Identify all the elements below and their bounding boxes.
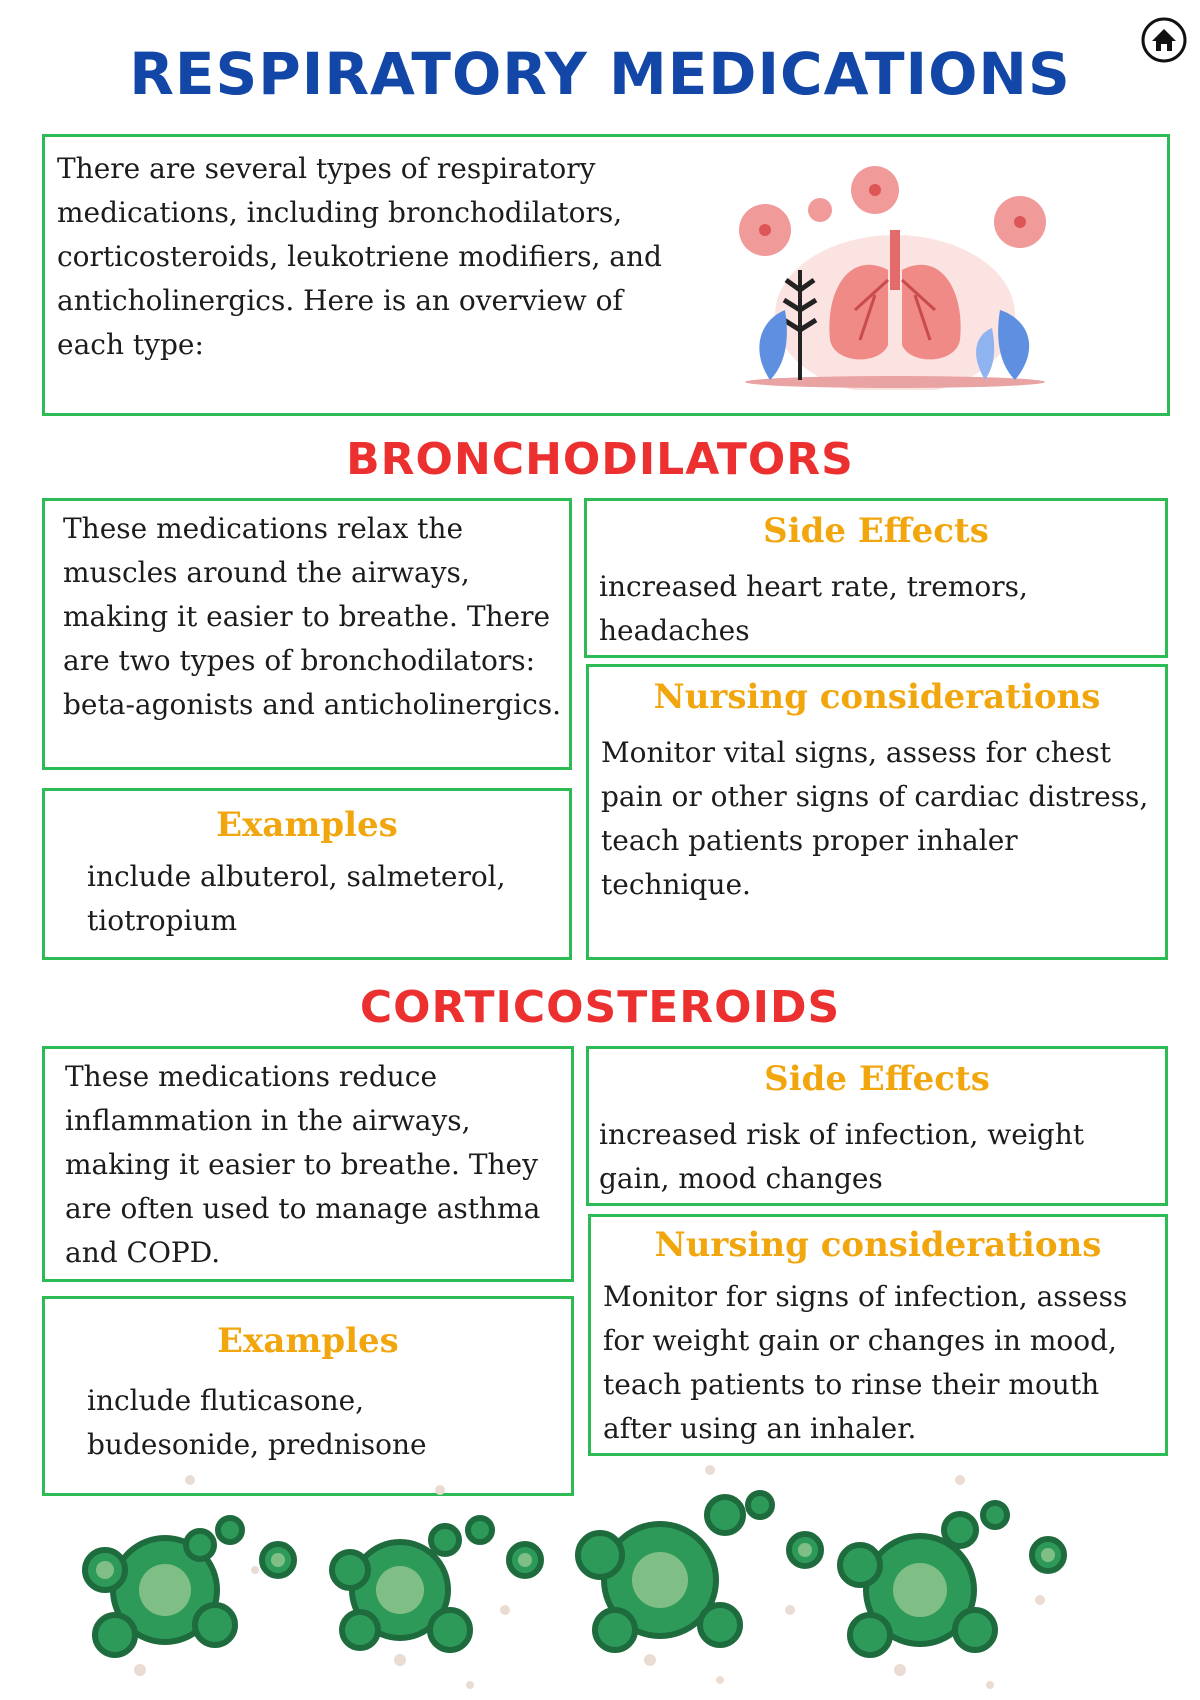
lungs-with-virus-illustration — [730, 150, 1060, 390]
nursing-heading: Nursing considerations — [653, 677, 1101, 717]
corticosteroids-description: These medications reduce inflammation in the airways, making it easier to breathe. They are often used to manage asthma and COPD. — [65, 1060, 541, 1269]
nursing-text: Monitor for signs of infection, assess for weight gain or changes in mood, teach patients to rinse their mouth after using an inhaler. — [603, 1280, 1128, 1445]
nursing-text: Monitor vital signs, assess for chest pain or other signs of cardiac distress, teach patients proper inhaler technique. — [601, 736, 1149, 901]
examples-heading: Examples — [217, 1321, 399, 1361]
corticosteroids-description-card — [42, 1046, 574, 1282]
green-germs-decoration — [0, 1460, 1200, 1700]
page-title: RESPIRATORY MEDICATIONS — [129, 40, 1071, 108]
corticosteroids-side-effects-card — [586, 1046, 1168, 1206]
examples-text: include albuterol, salmeterol, tiotropium — [87, 860, 506, 937]
corticosteroids-nursing-card — [588, 1214, 1168, 1456]
home-icon[interactable] — [1140, 16, 1188, 64]
bronchodilators-nursing-card — [586, 664, 1168, 960]
bronchodilators-examples-card — [42, 788, 572, 960]
side-effects-heading: Side Effects — [764, 1059, 990, 1099]
side-effects-text: increased heart rate, tremors, headaches — [599, 570, 1028, 647]
examples-heading: Examples — [216, 805, 398, 845]
examples-text: include fluticasone, budesonide, prednisone — [87, 1384, 427, 1461]
nursing-heading: Nursing considerations — [654, 1225, 1102, 1265]
section-title-corticosteroids: CORTICOSTEROIDS — [359, 982, 841, 1033]
intro-text: There are several types of respiratory medications, including bronchodilators, corticosteroids, leukotriene modifiers, and anticholinergics. Here is an overview of each type: — [57, 152, 662, 361]
bronchodilators-side-effects-card — [584, 498, 1168, 658]
side-effects-text: increased risk of infection, weight gain, mood changes — [599, 1118, 1084, 1195]
bronchodilators-description-card — [42, 498, 572, 770]
side-effects-heading: Side Effects — [763, 511, 989, 551]
section-title-bronchodilators: BRONCHODILATORS — [346, 434, 854, 485]
bronchodilators-description: These medications relax the muscles around the airways, making it easier to breathe. There are two types of bronchodilators: beta-agonists and anticholinergics. — [63, 512, 562, 721]
